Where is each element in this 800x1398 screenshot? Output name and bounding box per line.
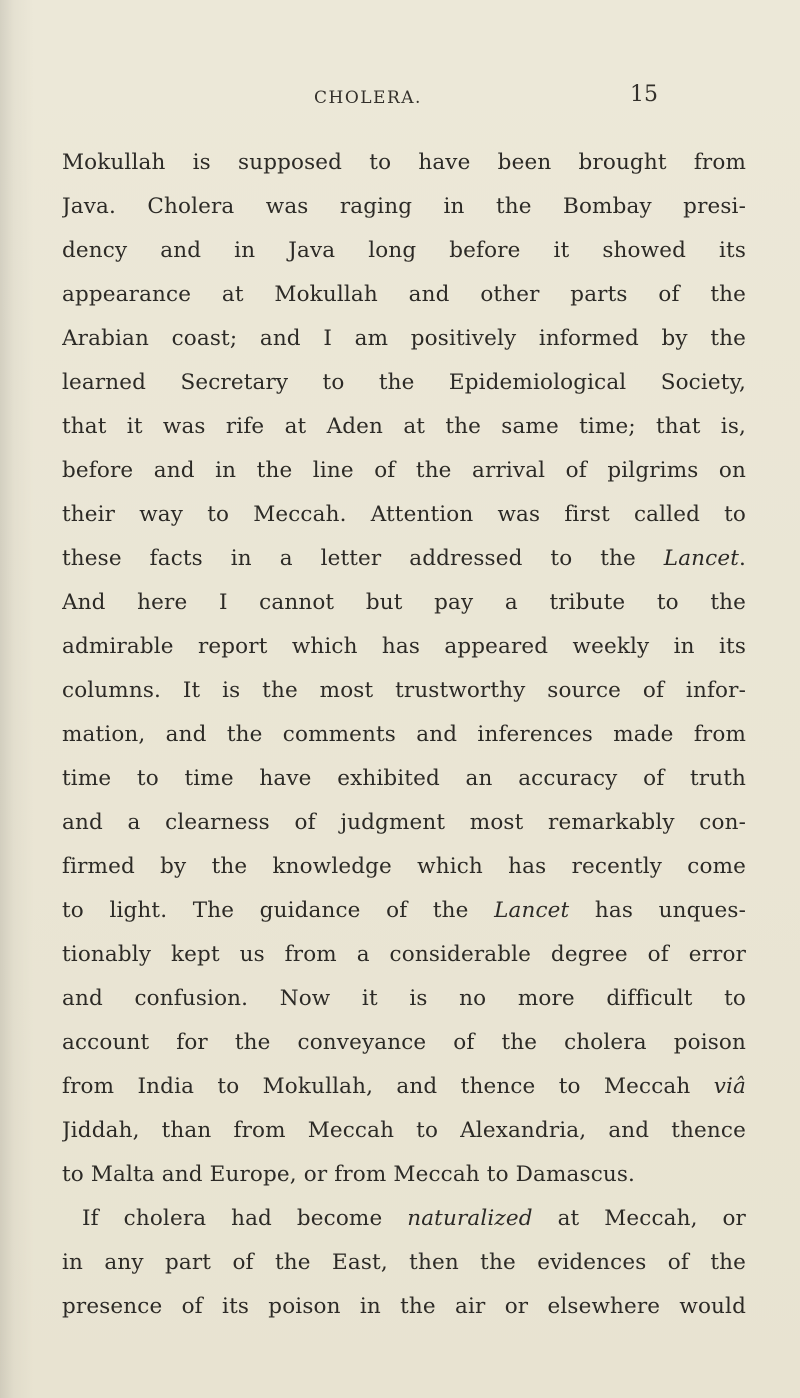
text-line: their way to Meccah. Attention was first called to (62, 502, 746, 527)
page-number: 15 (630, 82, 658, 107)
text-line: admirable report which has appeared weekly in its (62, 634, 746, 659)
text-segment: to light. The guidance of the (62, 898, 495, 923)
text-line: learned Secretary to the Epidemiological Society, (62, 370, 746, 395)
text-line (62, 1197, 746, 1241)
text-line: dency and in Java long before it showed its (62, 238, 746, 263)
text-line: to Malta and Europe, or from Meccah to Damascus. (62, 1162, 636, 1187)
text-segment: has unques- (569, 898, 746, 923)
text-line (62, 537, 746, 581)
text-line: mation, and the comments and inferences made from (62, 722, 746, 747)
italic-naturalized: naturalized (407, 1206, 533, 1231)
italic-title-lancet: Lancet (494, 898, 570, 923)
text-line: firmed by the knowledge which has recently come (62, 854, 746, 879)
text-line: that it was rife at Aden at the same time; that is, (62, 414, 746, 439)
paragraph-2 (62, 1197, 746, 1329)
text-line: Arabian coast; and I am positively informed by the (62, 326, 746, 351)
italic-title-lancet: Lancet (663, 546, 740, 571)
running-head: CHOLERA. (314, 88, 422, 108)
text-line: Mokullah is supposed to have been brought from (62, 150, 746, 175)
text-line: and a clearness of judgment most remarkably con- (62, 810, 746, 835)
paragraph-1 (62, 141, 746, 1197)
text-segment: If cholera had become (82, 1206, 408, 1231)
text-line: columns. It is the most trustworthy source of infor- (62, 678, 746, 703)
text-line: appearance at Mokullah and other parts of the (62, 282, 746, 307)
text-line: tionably kept us from a considerable degree of error (62, 942, 746, 967)
text-line: in any part of the East, then the evidences of the (62, 1250, 746, 1275)
text-line: time to time have exhibited an accuracy of truth (62, 766, 746, 791)
text-segment: at Meccah, or (532, 1206, 746, 1231)
text-line: and confusion. Now it is no more difficult to (62, 986, 746, 1011)
text-line: presence of its poison in the air or elsewhere would (62, 1294, 746, 1319)
text-line (62, 889, 746, 933)
text-line: account for the conveyance of the cholera poison (62, 1030, 746, 1055)
text-line (62, 1065, 746, 1109)
italic-via: viâ (713, 1074, 746, 1099)
text-segment: these facts in a letter addressed to the (62, 546, 664, 571)
text-line: Java. Cholera was raging in the Bombay presi- (62, 194, 746, 219)
text-line: And here I cannot but pay a tribute to the (62, 590, 746, 615)
page-header (0, 82, 800, 116)
text-line: Jiddah, than from Meccah to Alexandria, and thence (62, 1118, 746, 1143)
text-segment: . (739, 546, 746, 571)
text-line: before and in the line of the arrival of pilgrims on (62, 458, 746, 483)
text-segment: from India to Mokullah, and thence to Meccah (62, 1074, 714, 1099)
body-text (62, 141, 746, 1329)
